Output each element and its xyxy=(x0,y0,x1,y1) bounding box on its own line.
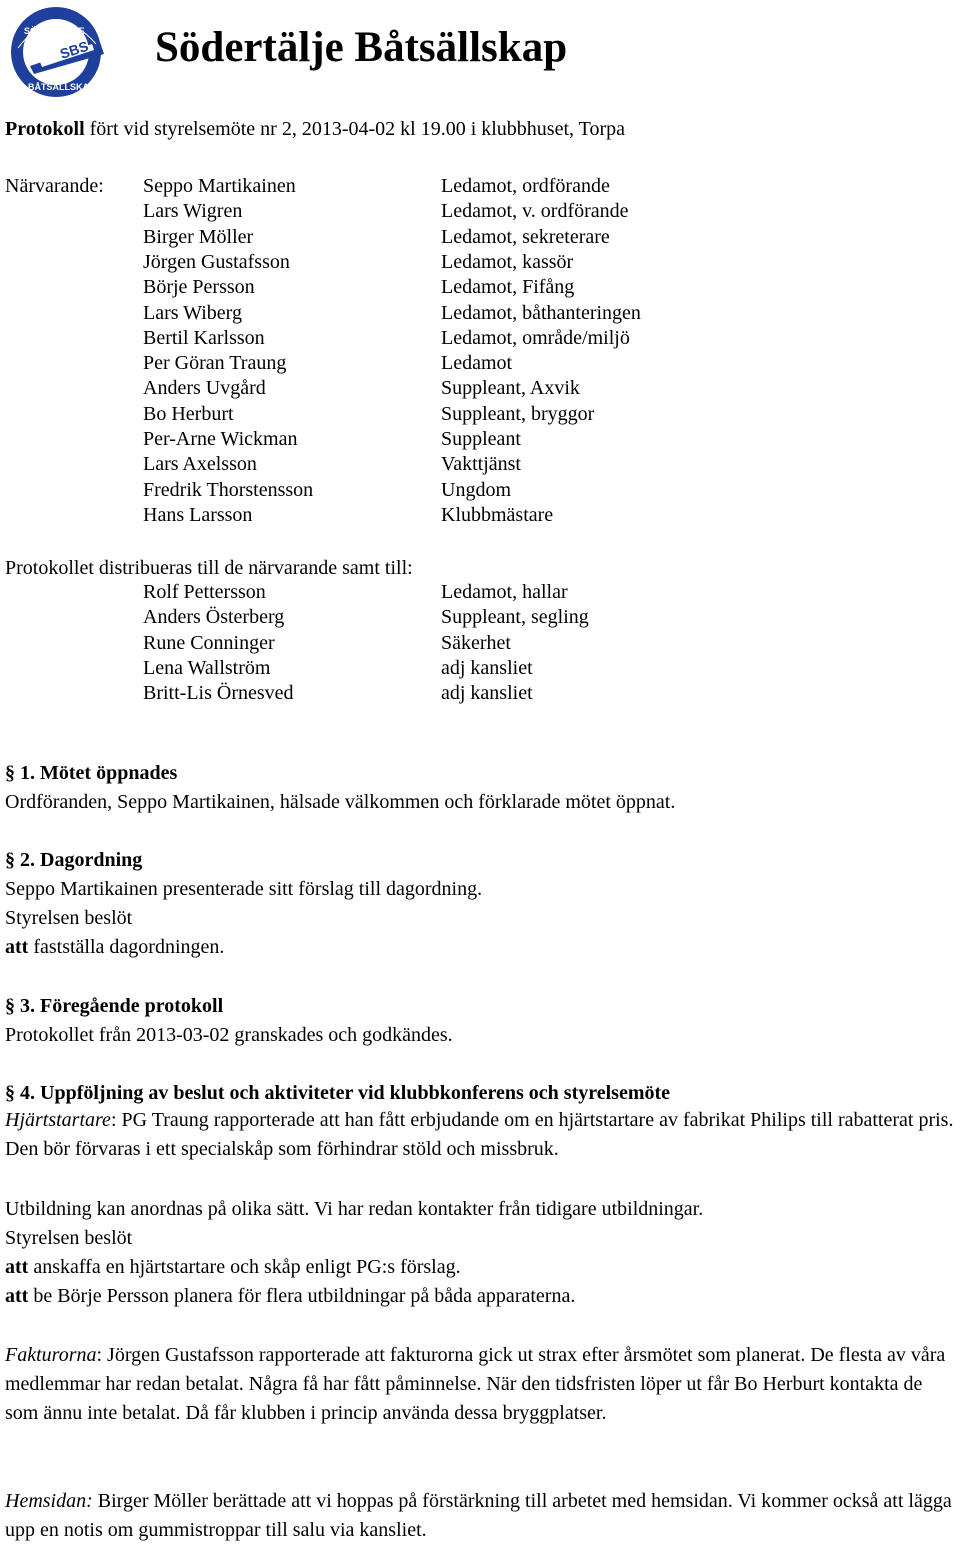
section-4-paragraph-4 xyxy=(5,1487,955,1545)
decision-text: anskaffa en hjärtstartare och skåp enligt PG:s förslag. xyxy=(28,1256,461,1278)
member-name: Lars Wiberg xyxy=(143,301,242,324)
section-2-decided: Styrelsen beslöt xyxy=(5,907,133,929)
paragraph-text: : PG Traung rapporterade att han fått erbjudande om en hjärtstartare av fabrikat Philips till rabatterat pris. Den bör förvaras i ett specialskåp som förhindrar stöld och missbruk. xyxy=(5,1109,954,1160)
section-1-text: Ordföranden, Seppo Martikainen, hälsade välkommen och förklarade mötet öppnat. xyxy=(5,791,676,813)
paragraph-lead: Fakturorna xyxy=(5,1344,97,1366)
svg-text:SBS: SBS xyxy=(57,37,91,62)
member-role: Säkerhet xyxy=(441,631,511,654)
member-name: Lena Wallström xyxy=(143,656,271,679)
intro-line xyxy=(5,116,625,142)
member-role: Ungdom xyxy=(441,478,511,501)
distribution-label: Protokollet distribueras till de närvarande samt till: xyxy=(5,557,413,579)
member-name: Birger Möller xyxy=(143,225,254,248)
member-name: Bertil Karlsson xyxy=(143,326,265,349)
section-1-heading: § 1. Mötet öppnades xyxy=(5,762,178,784)
member-name: Rolf Pettersson xyxy=(143,581,266,603)
section-2-text: Seppo Martikainen presenterade sitt förslag till dagordning. xyxy=(5,878,483,900)
svg-text:SÖDERTÄLJE: SÖDERTÄLJE xyxy=(24,26,85,36)
member-role: Ledamot xyxy=(441,352,513,375)
section-4-paragraph-3 xyxy=(5,1341,955,1428)
section-4-paragraph-1 xyxy=(5,1106,955,1164)
intro-bold: Protokoll xyxy=(5,118,85,140)
member-name: Fredrik Thorstensson xyxy=(143,478,314,501)
member-name: Hans Larsson xyxy=(143,503,253,526)
section-4-decided: Styrelsen beslöt xyxy=(5,1227,133,1249)
paragraph-lead: Hemsidan: xyxy=(5,1490,93,1512)
section-4-heading: § 4. Uppföljning av beslut och aktiviteter vid klubbkonferens och styrelsemöte xyxy=(5,1082,671,1104)
member-role: Suppleant, Axvik xyxy=(441,377,580,400)
attendance-label: Närvarande: xyxy=(5,175,104,197)
member-name: Anders Österberg xyxy=(143,606,285,629)
paragraph-text: Birger Möller berättade att vi hoppas på förstärkning till arbetet med hemsidan. Vi kommer också att lägga upp en notis om gummistroppar till salu via kansliet. xyxy=(5,1490,952,1541)
member-role: Ledamot, ordförande xyxy=(441,175,610,197)
member-name: Jörgen Gustafsson xyxy=(143,250,290,273)
member-name: Lars Axelsson xyxy=(143,453,257,476)
member-name: Lars Wigren xyxy=(143,200,243,223)
member-name: Seppo Martikainen xyxy=(143,175,296,197)
page-title: Södertälje Båtsällskap xyxy=(155,24,568,71)
member-role: Ledamot, område/miljö xyxy=(441,326,630,349)
intro-text: fört vid styrelsemöte nr 2, 2013-04-02 kl 19.00 i klubbhuset, Torpa xyxy=(84,118,626,140)
section-2-decision xyxy=(5,934,224,960)
section-2-heading: § 2. Dagordning xyxy=(5,849,143,871)
member-name: Börje Persson xyxy=(143,276,255,299)
decision-text: be Börje Persson planera för flera utbildningar på båda apparaterna. xyxy=(28,1285,576,1307)
section-3-text: Protokollet från 2013-03-02 granskades och godkändes. xyxy=(5,1024,453,1046)
member-role: Suppleant xyxy=(441,428,521,450)
att-keyword: att xyxy=(5,936,29,958)
member-role: Ledamot, Fifång xyxy=(441,276,575,299)
club-logo xyxy=(4,4,116,100)
member-role: Vakttjänst xyxy=(441,453,521,476)
decision-text: fastställa dagordningen. xyxy=(28,936,225,958)
section-4-paragraph-2: Utbildning kan anordnas på olika sätt. Vi har redan kontakter från tidigare utbildningar. xyxy=(5,1198,704,1220)
member-role: Suppleant, segling xyxy=(441,606,589,629)
paragraph-lead: Hjärtstartare xyxy=(5,1109,111,1131)
member-role: adj kansliet xyxy=(441,682,533,705)
member-name: Per-Arne Wickman xyxy=(143,428,298,450)
member-role: Ledamot, hallar xyxy=(441,581,568,603)
member-role: Ledamot, kassör xyxy=(441,250,574,273)
member-role: Klubbmästare xyxy=(441,503,554,526)
member-name: Rune Conninger xyxy=(143,631,275,654)
svg-text:BÅTSÄLLSKAP: BÅTSÄLLSKAP xyxy=(28,82,95,92)
member-name: Bo Herburt xyxy=(143,402,234,425)
member-name: Britt-Lis Örnesved xyxy=(143,682,294,705)
section-3-heading: § 3. Föregående protokoll xyxy=(5,995,224,1017)
member-role: Suppleant, bryggor xyxy=(441,402,595,425)
att-keyword: att xyxy=(5,1256,29,1278)
section-4-decision-2 xyxy=(5,1283,575,1309)
member-role: Ledamot, v. ordförande xyxy=(441,200,629,223)
member-role: Ledamot, sekreterare xyxy=(441,225,610,248)
section-4-decision-1 xyxy=(5,1254,461,1280)
member-role: adj kansliet xyxy=(441,656,533,679)
member-role: Ledamot, båthanteringen xyxy=(441,301,641,324)
att-keyword: att xyxy=(5,1285,29,1307)
paragraph-text: : Jörgen Gustafsson rapporterade att fakturorna gick ut strax efter årsmötet som planerat. De flesta av våra medlemmar har redan betalat. Några få har fått påminnelse. När den tidsfristen löper ut får Bo Herburt kontakta de som ännu inte betalat. Då får klubben i princip använda dessa bryggplatser. xyxy=(5,1344,946,1424)
member-name: Anders Uvgård xyxy=(143,377,266,400)
member-name: Per Göran Traung xyxy=(143,352,287,375)
